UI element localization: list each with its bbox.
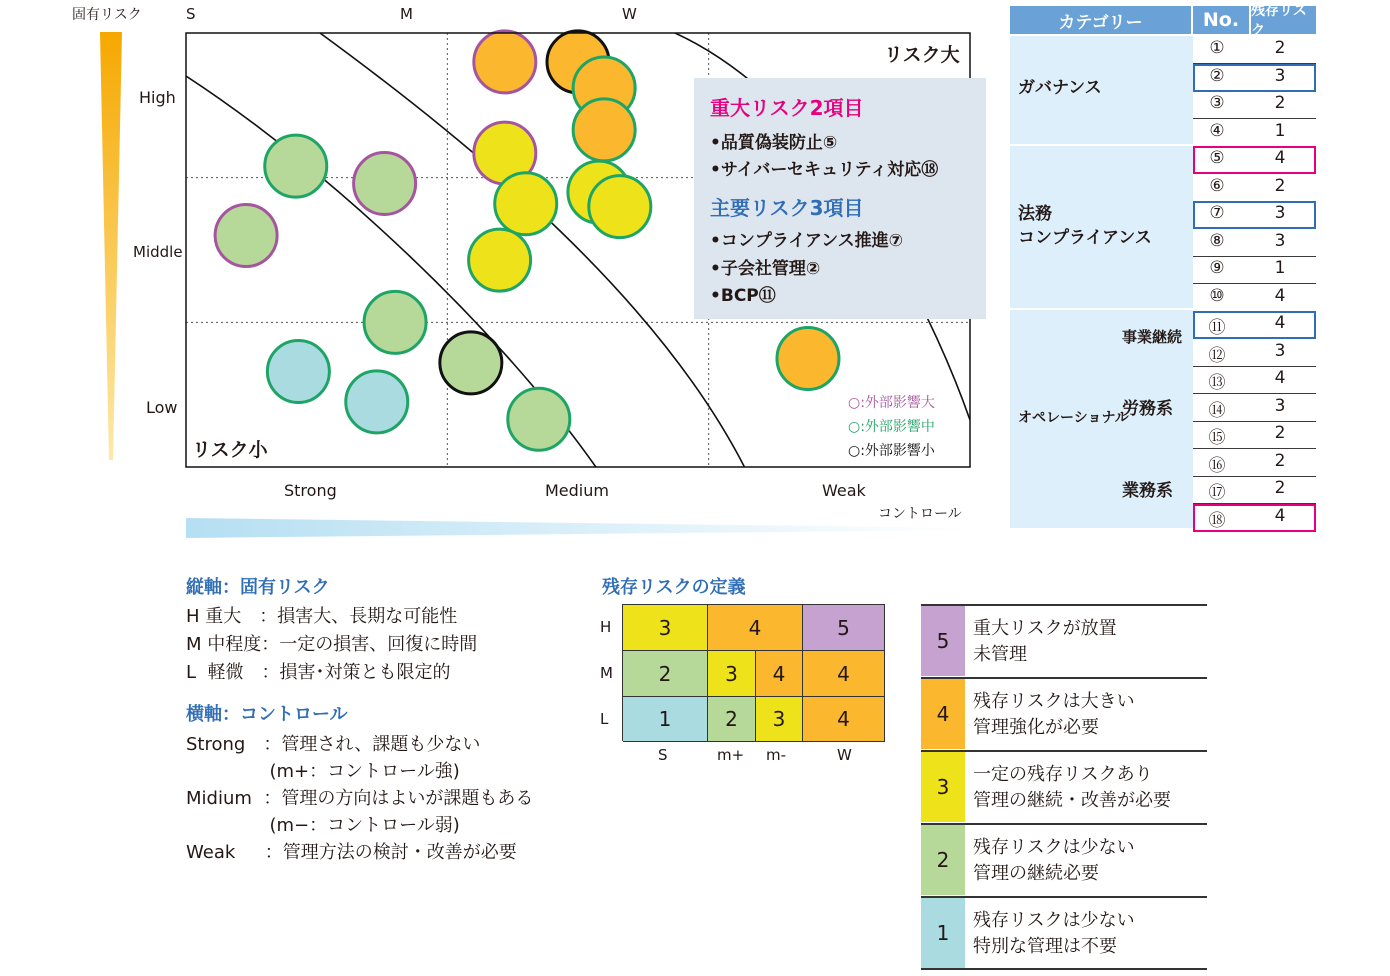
table-row — [1193, 229, 1316, 257]
row-number: ⑪ — [1208, 318, 1226, 338]
vertical-axis-def-line: M 中程度：一定の損害、回復に時間 — [186, 634, 478, 655]
corner-label-low: リスク小 — [192, 439, 268, 461]
callout-main-item: •コンプライアンス推進⑦ — [710, 231, 904, 251]
risk-point — [265, 135, 327, 197]
matrix-cell: 4 — [803, 697, 885, 742]
table-row — [1193, 284, 1316, 312]
table-row — [1193, 449, 1316, 477]
row-residual-risk: 4 — [1274, 505, 1286, 526]
table-row — [1193, 36, 1316, 64]
risk-point — [364, 291, 426, 353]
row-number: ⑥ — [1209, 175, 1225, 196]
table-row — [1193, 91, 1316, 119]
row-number: ⑱ — [1208, 510, 1226, 531]
matrix-row-label: H — [600, 618, 612, 636]
matrix-col-label: m- — [766, 746, 787, 764]
level-text: 残存リスクは少ない 特別な管理は不要 — [973, 910, 1135, 957]
table-row — [1193, 504, 1316, 532]
level-row-3 — [921, 750, 1207, 822]
table-header-residual: 残存リスク — [1251, 6, 1316, 34]
row-residual-risk: 1 — [1274, 258, 1286, 278]
corner-label-high: リスク大 — [884, 44, 960, 66]
row-number: ⑭ — [1208, 400, 1226, 421]
row-number: ④ — [1209, 120, 1225, 141]
matrix-row-label: L — [600, 710, 609, 728]
vertical-axis-def-title: 縦軸：固有リスク — [186, 577, 330, 598]
row-residual-risk: 3 — [1274, 230, 1286, 251]
horizontal-axis-def-line: Midium ：管理の方向はよいが課題もある — [186, 788, 534, 809]
table-row — [1193, 174, 1316, 202]
risk-point — [267, 341, 329, 403]
matrix-cell: 3 — [756, 697, 803, 742]
row-number: ⑯ — [1208, 455, 1226, 476]
level-row-1 — [921, 896, 1207, 970]
matrix-cell: 1 — [623, 697, 708, 742]
risk-point — [495, 173, 557, 235]
table-row — [1193, 366, 1316, 394]
subcategory-label: 業務系 — [1122, 481, 1173, 501]
row-residual-risk: 2 — [1274, 175, 1286, 196]
row-number: ⑤ — [1209, 148, 1225, 168]
risk-point — [777, 328, 839, 390]
row-number: ⑨ — [1209, 258, 1225, 278]
row-residual-risk: 3 — [1274, 395, 1286, 416]
horizontal-axis-def-line: Strong ：管理され、課題も少ない — [186, 734, 481, 755]
callout-box — [694, 78, 986, 319]
level-text: 残存リスクは大きい 管理強化が必要 — [973, 691, 1135, 738]
risk-point — [474, 31, 536, 93]
level-number: 2 — [921, 825, 965, 895]
row-residual-risk: 2 — [1274, 93, 1286, 113]
matrix-cell: 3 — [623, 605, 708, 651]
subcategory-label: 事業継続 — [1122, 328, 1183, 346]
row-number: ⑩ — [1209, 285, 1225, 306]
level-number: 5 — [921, 606, 965, 676]
callout-major-title: 重大リスク2項目 — [710, 96, 864, 120]
level-number: 3 — [921, 752, 965, 822]
table-row — [1193, 146, 1316, 174]
level-text: 一定の残存リスクあり 管理の継続・改善が必要 — [973, 764, 1171, 811]
row-residual-risk: 2 — [1274, 38, 1286, 58]
vertical-axis-def-line: H 重大 ：損害大、長期な可能性 — [186, 606, 458, 627]
y-tick-high: High — [139, 88, 176, 107]
x-tick-strong: Strong — [284, 481, 337, 500]
row-number: ⑧ — [1209, 230, 1225, 251]
control-gradient-bar — [186, 518, 970, 538]
residual-def-title: 残存リスクの定義 — [602, 577, 746, 598]
matrix-cell: 2 — [623, 651, 708, 697]
matrix-cell: 4 — [708, 605, 803, 651]
level-text: 残存リスクは少ない 管理の継続必要 — [973, 837, 1135, 884]
vertical-axis-def-line: L 軽微 ：損害･対策とも限定的 — [186, 662, 451, 683]
top-label-m: M — [400, 5, 413, 23]
row-residual-risk: 2 — [1274, 450, 1286, 471]
table-row — [1193, 256, 1316, 284]
horizontal-axis-def-line: (m−：コントロール弱) — [186, 815, 460, 836]
level-text: 重大リスクが放置 未管理 — [973, 618, 1117, 665]
category-governance — [1010, 36, 1193, 144]
horizontal-axis-def-line: Weak ：管理方法の検討・改善が必要 — [186, 842, 517, 863]
risk-point — [215, 205, 277, 267]
category-label: オペレーショナル — [1018, 410, 1129, 426]
x-tick-weak: Weak — [822, 481, 866, 500]
table-row — [1193, 476, 1316, 504]
row-residual-risk: 3 — [1274, 340, 1286, 361]
y-tick-middle: Middle — [133, 243, 183, 261]
level-row-5 — [921, 604, 1207, 676]
row-number: ⑦ — [1209, 203, 1225, 223]
row-number: ② — [1209, 65, 1225, 86]
legend-external-medium: ○:外部影響中 — [848, 419, 935, 435]
table-header-category: カテゴリー — [1010, 6, 1191, 34]
top-label-s: S — [186, 5, 196, 23]
legend-external-large: ○:外部影響大 — [848, 395, 935, 411]
row-residual-risk: 2 — [1274, 478, 1286, 498]
row-residual-risk: 3 — [1274, 65, 1286, 86]
table-row — [1193, 311, 1316, 339]
top-label-w: W — [622, 5, 637, 23]
category-legal — [1010, 146, 1193, 308]
row-number: ⑰ — [1208, 483, 1226, 503]
row-number: ① — [1209, 38, 1225, 58]
category-label: 法務 コンプライアンス — [1018, 204, 1152, 248]
row-residual-risk: 3 — [1274, 203, 1286, 223]
x-axis-title: コントロール — [878, 506, 962, 522]
matrix-cell: 4 — [756, 651, 803, 697]
risk-point — [573, 99, 635, 161]
row-number: ⑬ — [1208, 373, 1226, 393]
row-number: ⑫ — [1208, 345, 1226, 366]
matrix-cell: 3 — [708, 651, 756, 697]
table-row — [1193, 119, 1316, 147]
callout-main-title: 主要リスク3項目 — [710, 196, 864, 220]
risk-point — [589, 176, 651, 238]
row-residual-risk: 4 — [1274, 368, 1286, 388]
table-row — [1193, 339, 1316, 367]
callout-major-item: •品質偽装防止⑤ — [710, 133, 838, 153]
level-number: 4 — [921, 679, 965, 749]
matrix-cell: 4 — [803, 651, 885, 697]
legend-external-small: ○:外部影響小 — [848, 443, 935, 459]
category-operational — [1010, 310, 1193, 528]
subcategory-label: 労務系 — [1122, 399, 1173, 419]
risk-point — [469, 229, 531, 291]
risk-point — [346, 371, 408, 433]
horizontal-axis-def-line: (m+：コントロール強) — [186, 761, 460, 782]
row-residual-risk: 4 — [1274, 285, 1286, 306]
risk-point — [440, 332, 502, 394]
level-row-4 — [921, 677, 1207, 749]
matrix-cell: 2 — [708, 697, 756, 742]
level-row-2 — [921, 823, 1207, 895]
level-number: 1 — [921, 898, 965, 968]
y-tick-low: Low — [146, 398, 178, 417]
table-row — [1193, 201, 1316, 229]
category-label: ガバナンス — [1018, 78, 1102, 98]
row-residual-risk: 2 — [1274, 423, 1286, 443]
callout-main-item: •子会社管理② — [710, 259, 821, 279]
row-residual-risk: 4 — [1274, 313, 1286, 333]
row-residual-risk: 1 — [1274, 120, 1286, 141]
matrix-col-label: S — [658, 746, 668, 764]
table-row — [1193, 421, 1316, 449]
x-tick-medium: Medium — [545, 481, 609, 500]
horizontal-axis-def-title: 横軸：コントロール — [186, 704, 348, 725]
callout-major-item: •サイバーセキュリティ対応⑱ — [710, 160, 939, 180]
matrix-col-label: W — [837, 746, 852, 764]
table-header-no: No. — [1193, 6, 1249, 34]
row-residual-risk: 4 — [1274, 148, 1286, 168]
risk-point — [354, 152, 416, 214]
matrix-row-label: M — [600, 664, 613, 682]
residual-matrix — [622, 604, 885, 741]
callout-main-item: •BCP⑪ — [710, 286, 776, 306]
table-row — [1193, 394, 1316, 422]
y-axis-title: 固有リスク — [72, 7, 142, 23]
table-row — [1193, 64, 1316, 92]
row-number: ⑮ — [1208, 428, 1226, 448]
matrix-col-label: m+ — [717, 746, 745, 764]
risk-point — [508, 388, 570, 450]
row-number: ③ — [1209, 93, 1225, 113]
matrix-cell: 5 — [803, 605, 885, 651]
